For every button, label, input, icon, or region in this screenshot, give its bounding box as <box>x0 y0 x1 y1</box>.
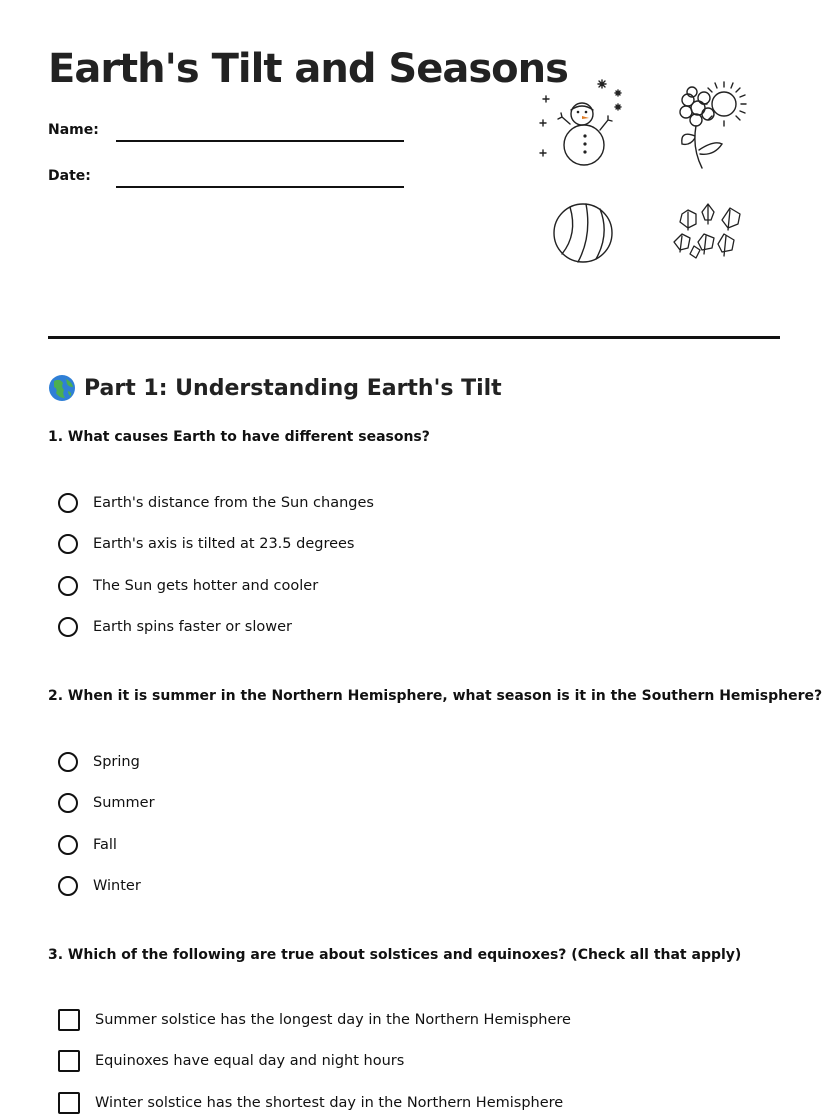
radio-button[interactable] <box>58 534 78 554</box>
sun-flower-icon <box>666 72 758 172</box>
header-divider <box>48 336 780 339</box>
option-label: Equinoxes have equal day and night hours <box>95 1053 405 1069</box>
radio-button[interactable] <box>58 876 78 896</box>
option-label: Fall <box>93 837 117 853</box>
radio-button[interactable] <box>58 752 78 772</box>
q1-option-1[interactable] <box>58 490 374 516</box>
option-label: Earth spins faster or slower <box>93 619 292 635</box>
section-title-part1 <box>48 374 502 402</box>
checkbox[interactable] <box>58 1009 80 1031</box>
q3-option-2[interactable] <box>58 1048 404 1074</box>
autumn-leaves-icon <box>668 198 748 264</box>
radio-button[interactable] <box>58 835 78 855</box>
snowman-icon <box>536 72 628 172</box>
q1-option-3[interactable] <box>58 573 318 599</box>
question-2: 2. When it is summer in the Northern Hemisphere, what season is it in the Southern Hemisphere? <box>48 688 823 704</box>
option-label: Winter solstice has the shortest day in the Northern Hemisphere <box>95 1095 564 1111</box>
radio-button[interactable] <box>58 493 78 513</box>
q3-option-3[interactable] <box>58 1090 563 1116</box>
radio-button[interactable] <box>58 793 78 813</box>
worksheet-title: Earth's Tilt and Seasons <box>48 46 568 92</box>
option-label: Spring <box>93 754 140 770</box>
name-line[interactable] <box>116 140 404 142</box>
q2-option-2[interactable] <box>58 790 155 816</box>
option-label: The Sun gets hotter and cooler <box>93 578 319 594</box>
checkbox[interactable] <box>58 1050 80 1072</box>
beach-ball-icon <box>548 198 620 270</box>
option-label: Summer solstice has the longest day in the Northern Hemisphere <box>95 1012 571 1028</box>
question-3: 3. Which of the following are true about solstices and equinoxes? (Check all that apply) <box>48 947 742 963</box>
name-label: Name: <box>48 122 99 138</box>
option-label: Winter <box>93 878 141 894</box>
q2-option-4[interactable] <box>58 873 141 899</box>
option-label: Earth's distance from the Sun changes <box>93 495 374 511</box>
q1-option-2[interactable] <box>58 531 355 557</box>
radio-button[interactable] <box>58 576 78 596</box>
globe-icon <box>48 374 76 402</box>
q2-option-3[interactable] <box>58 832 117 858</box>
date-label: Date: <box>48 168 91 184</box>
q1-option-4[interactable] <box>58 614 292 640</box>
checkbox[interactable] <box>58 1092 80 1114</box>
radio-button[interactable] <box>58 617 78 637</box>
question-1: 1. What causes Earth to have different seasons? <box>48 429 430 445</box>
q2-option-1[interactable] <box>58 749 140 775</box>
q3-option-1[interactable] <box>58 1007 571 1033</box>
option-label: Summer <box>93 795 155 811</box>
option-label: Earth's axis is tilted at 23.5 degrees <box>93 536 355 552</box>
section-title-text: Part 1: Understanding Earth's Tilt <box>84 375 502 401</box>
name-field[interactable] <box>48 112 408 142</box>
date-line[interactable] <box>116 186 404 188</box>
date-field[interactable] <box>48 158 408 188</box>
